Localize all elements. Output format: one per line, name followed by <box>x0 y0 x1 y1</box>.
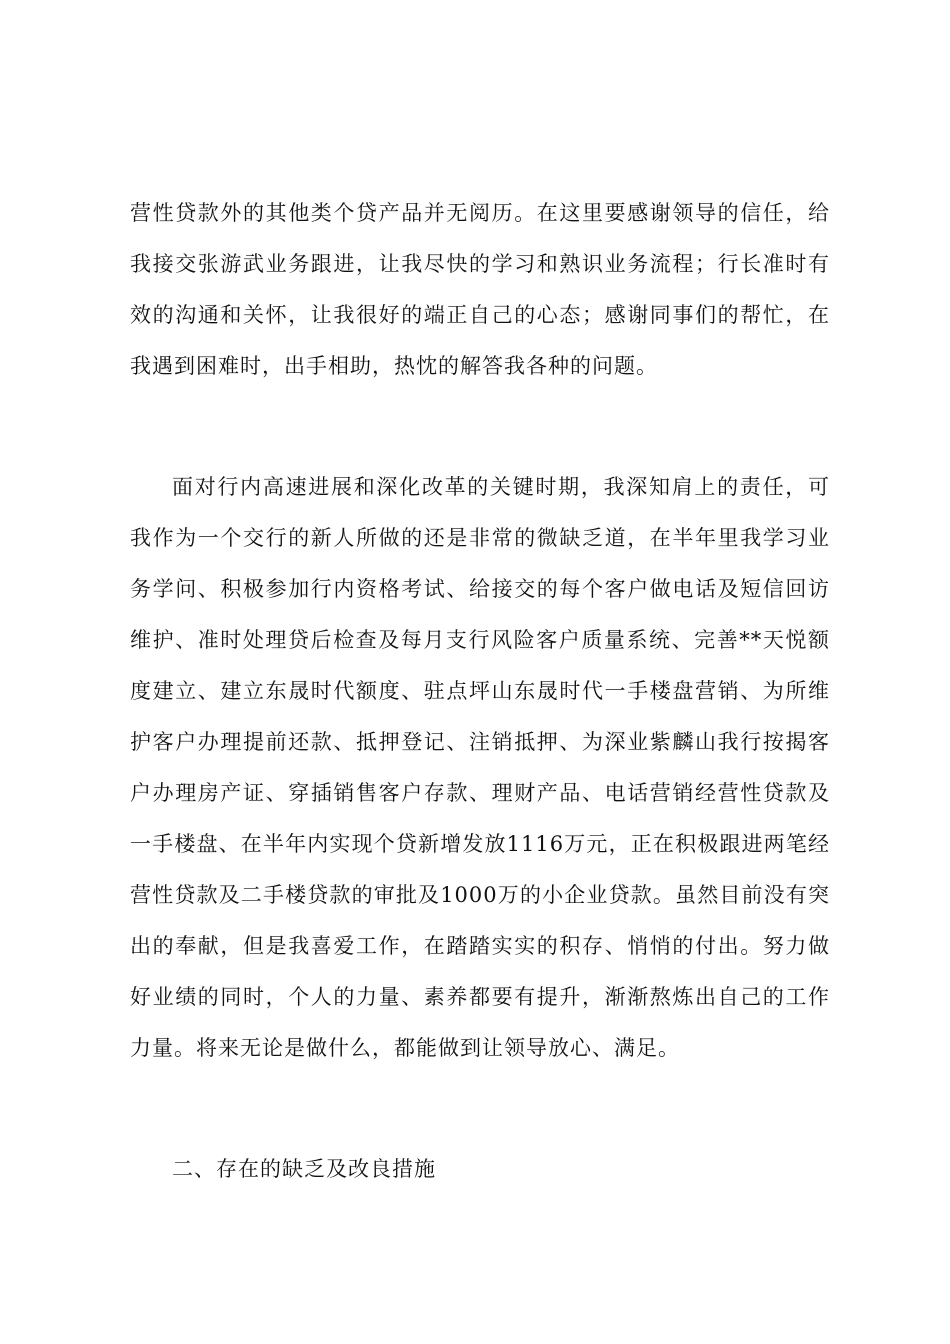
section-heading: 二、存在的缺乏及改良措施 <box>172 1157 436 1181</box>
document-body <box>130 188 830 1195</box>
paragraph-work-summary: 面对行内高速进展和深化改革的关键时期，我深知肩上的责任，可我作为一个交行的新人所做的还是非常的微缺乏道，在半年里我学习业务学问、积极参加行内资格考试、给接交的每个客户做电话及短信回访维护、准时处理贷后检查及每月支行风险客户质量系统、完善**天悦额度建立、建立东晟时代额度、驻点坪山东晟时代一手楼盘营销、为所维护客户办理提前还款、抵押登记、注销抵押、为深业紫麟山我行按揭客户办理房产证、穿插销售客户存款、理财产品、电话营销经营性贷款及一手楼盘、在半年内实现个贷新增发放1116万元，正在积极跟进两笔经营性贷款及二手楼贷款的审批及1000万的小企业贷款。虽然目前没有突出的奉献，但是我喜爱工作，在踏踏实实的积存、悄悄的付出。努力做好业绩的同时，个人的力量、素养都要有提升，渐渐熬炼出自己的工作力量。将来无论是做什么，都能做到让领导放心、满足。 <box>130 475 830 1060</box>
paragraph-spacer <box>130 1074 830 1144</box>
paragraph-spacer <box>130 392 830 462</box>
paragraph-continuation: 营性贷款外的其他类个贷产品并无阅历。在这里要感谢领导的信任，给我接交张游武业务跟进，让我尽快的学习和熟识业务流程；行长准时有效的沟通和关怀，让我很好的端正自己的心态；感谢同事们的帮忙，在我遇到困难时，出手相助，热忱的解答我各种的问题。 <box>130 201 830 378</box>
